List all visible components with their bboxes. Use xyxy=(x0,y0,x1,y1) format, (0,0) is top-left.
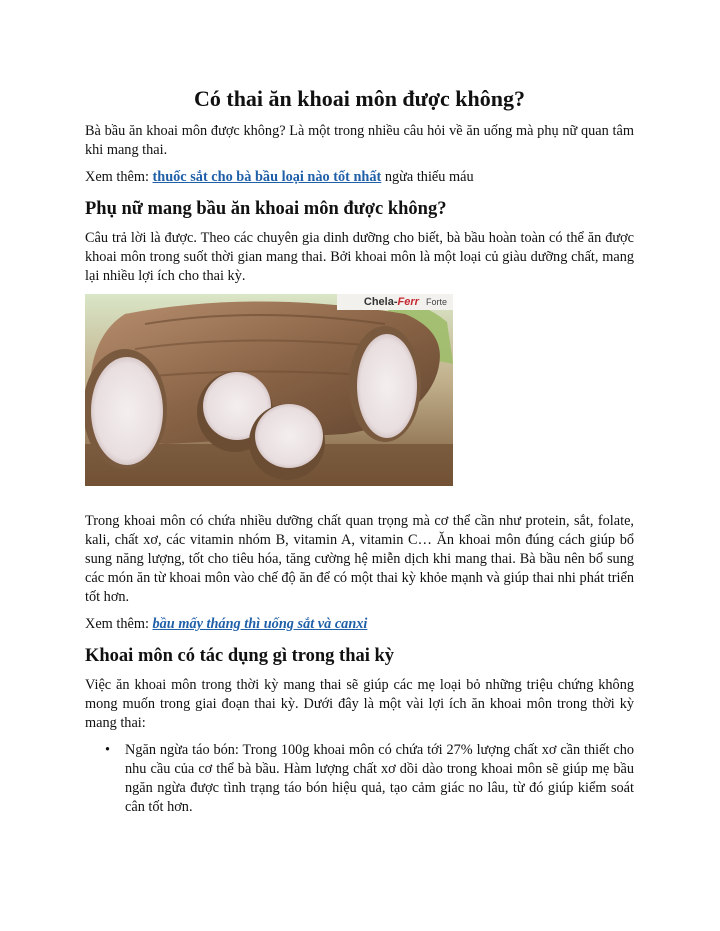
list-item-text: Ngăn ngừa táo bón: Trong 100g khoai môn có chứa tới 27% lượng chất xơ cần thiết cho nhu cầu của cơ thể bà bầu. Hàm lượng chất xơ dồi dào trong khoai môn sẽ giúp mẹ bầu ngăn ngừa được tình trạng táo bón hiệu quả, tạo cảm giác no lâu, từ đó giúp kiểm soát cân tốt hơn. xyxy=(125,742,634,815)
iron-calcium-link[interactable]: bầu mấy tháng thì uống sắt và canxi xyxy=(152,616,368,632)
bullet-icon: • xyxy=(105,742,111,758)
document-page xyxy=(85,84,634,817)
taro-photo xyxy=(85,294,453,486)
nutrients-paragraph: Trong khoai môn có chứa nhiều dưỡng chất quan trọng mà cơ thể cần như protein, sắt, folate, kali, chất xơ, các vitamin nhóm B, vitamin A, vitamin C… Ăn khoai môn đúng cách giúp bổ sung năng lượng, tốt cho tiêu hóa, tăng cường hệ miễn dịch khi mang thai. Bà bầu nên bổ sung các món ăn từ khoai môn vào chế độ ăn để có một thai kỳ khỏe mạnh và giúp thai nhi phát triển tốt hơn. xyxy=(85,513,634,605)
brand-logo-part-3: Forte xyxy=(425,297,447,307)
intro-paragraph: Bà bầu ăn khoai môn được không? Là một trong nhiều câu hỏi về ăn uống mà phụ nữ quan tâm khi mang thai. xyxy=(85,123,634,158)
page-title: Có thai ăn khoai môn được không? xyxy=(193,86,526,111)
brand-logo xyxy=(364,295,447,309)
see-more-line-1 xyxy=(85,168,634,187)
section-heading-1: Phụ nữ mang bầu ăn khoai môn được không? xyxy=(85,199,447,219)
brand-logo-part-1: Chela- xyxy=(363,296,398,308)
brand-logo-part-2: Ferr xyxy=(397,296,419,308)
benefits-list xyxy=(85,741,634,817)
see-more-line-2 xyxy=(85,615,634,634)
see-more-prefix: Xem thêm: xyxy=(85,616,153,632)
answer-paragraph: Câu trả lời là được. Theo các chuyên gia dinh dưỡng cho biết, bà bầu hoàn toàn có thể ăn được khoai môn trong suốt thời gian mang thai. Bởi khoai môn là một loại củ giàu dưỡng chất, mang lại nhiều lợi ích cho thai kỳ. xyxy=(85,230,634,284)
iron-supplement-link[interactable]: thuốc sắt cho bà bầu loại nào tốt nhất xyxy=(152,169,382,185)
section-heading-2: Khoai môn có tác dụng gì trong thai kỳ xyxy=(85,646,395,666)
see-more-prefix: Xem thêm: xyxy=(85,169,153,185)
see-more-suffix: ngừa thiếu máu xyxy=(381,169,474,185)
benefits-intro-paragraph: Việc ăn khoai môn trong thời kỳ mang thai sẽ giúp các mẹ loại bỏ những triệu chứng không mong muốn trong giai đoạn thai kỳ. Dưới đây là một vài lợi ích ăn khoai môn trong thời kỳ mang thai: xyxy=(85,677,634,731)
list-item xyxy=(105,741,634,817)
